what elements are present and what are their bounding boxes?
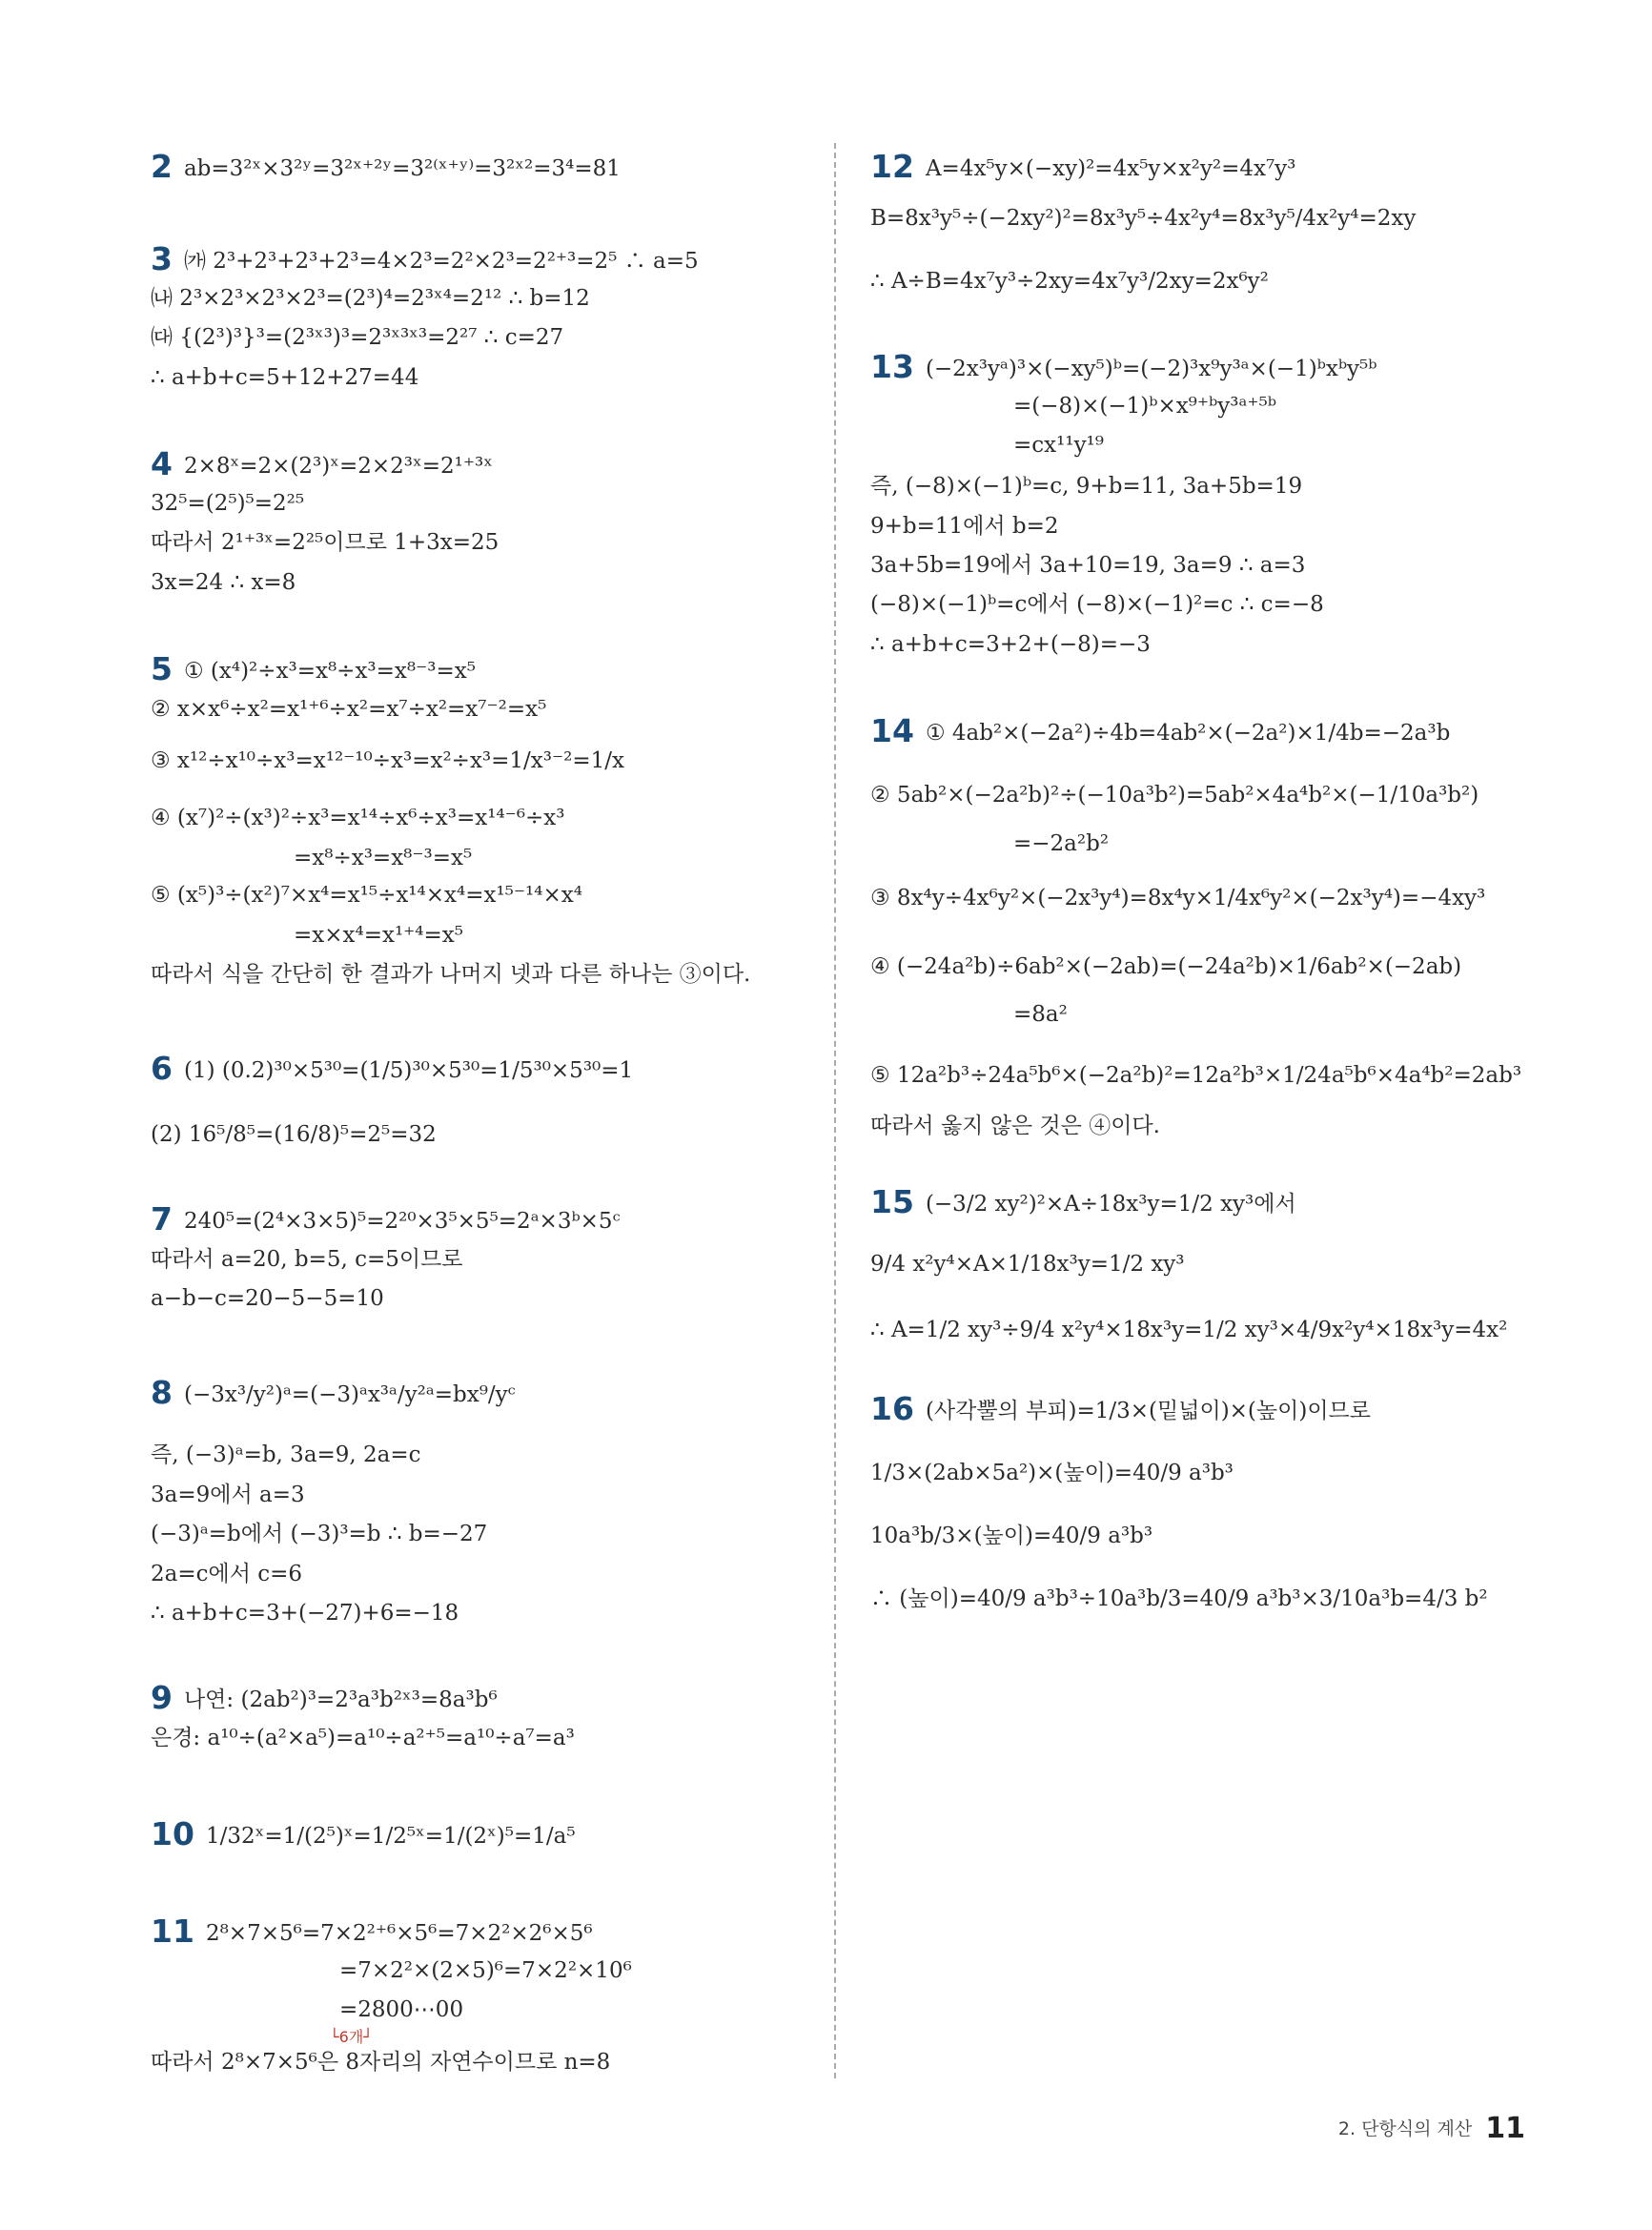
answer-line: 즉, (−8)×(−1)ᵇ=c, 9+b=11, 3a+5b=19: [870, 474, 1303, 499]
answer-line: 8 (−3x³/y²)ᵃ=(−3)ᵃx³ᵃ/y²ᵃ=bx⁹/yᶜ: [151, 1374, 516, 1411]
answer-line: a−b−c=20−5−5=10: [151, 1286, 384, 1311]
chapter-title: 2. 단항식의 계산: [1337, 2118, 1473, 2139]
answer-line: 은경: a¹⁰÷(a²×a⁵)=a¹⁰÷a²⁺⁵=a¹⁰÷a⁷=a³: [151, 1726, 575, 1750]
answer-line: (−3)ᵃ=b에서 (−3)³=b ∴ b=−27: [151, 1522, 488, 1546]
answer-line: 2a=c에서 c=6: [151, 1562, 303, 1586]
answer-line: ∴ A÷B=4x⁷y³÷2xy=4x⁷y³/2xy=2x⁶y²: [870, 269, 1269, 294]
answer-line: (−8)×(−1)ᵇ=c에서 (−8)×(−1)²=c ∴ c=−8: [870, 592, 1324, 617]
answer-line: 13 (−2x³yᵃ)³×(−xy⁵)ᵇ=(−2)³x⁹y³ᵃ×(−1)ᵇxᵇy⁵ᵇ: [870, 348, 1377, 385]
answer-line: 5 ① (x⁴)²÷x³=x⁸÷x³=x⁸⁻³=x⁵: [151, 650, 476, 687]
answer-line: =−2a²b²: [1013, 831, 1110, 856]
answer-line: 9 나연: (2ab²)³=2³a³b²ˣ³=8a³b⁶: [151, 1679, 498, 1716]
answer-line: 15 (−3/2 xy²)²×A÷18x³y=1/2 xy³에서: [870, 1183, 1296, 1220]
digit-count-note: └6개┘: [330, 2028, 373, 2046]
conclusion-line: 따라서 옳지 않은 것은 ④이다.: [870, 1114, 1160, 1138]
answer-line: ⑤ 12a²b³÷24a⁵b⁶×(−2a²b)²=12a²b³×1/24a⁵b⁶×4a⁴b²=2ab³: [870, 1063, 1522, 1088]
answer-line: 7 240⁵=(2⁴×3×5)⁵=2²⁰×3⁵×5⁵=2ᵃ×3ᵇ×5ᶜ: [151, 1200, 621, 1238]
answer-line: ② x×x⁶÷x²=x¹⁺⁶÷x²=x⁷÷x²=x⁷⁻²=x⁵: [151, 697, 547, 722]
answer-line: 12 A=4x⁵y×(−xy)²=4x⁵y×x²y²=4x⁷y³: [870, 148, 1296, 185]
answer-line: ∴ A=1/2 xy³÷9/4 x²y⁴×18x³y=1/2 xy³×4/9x²y⁴×18x³y=4x²: [870, 1318, 1508, 1342]
answer-line: ③ x¹²÷x¹⁰÷x³=x¹²⁻¹⁰÷x³=x²÷x³=1/x³⁻²=1/x: [151, 748, 624, 773]
answer-line: 14 ① 4ab²×(−2a²)÷4b=4ab²×(−2a²)×1/4b=−2a³b: [870, 712, 1451, 749]
answer-line: 16 (사각뿔의 부피)=1/3×(밑넓이)×(높이)이므로: [870, 1390, 1371, 1427]
answer-line: 9+b=11에서 b=2: [870, 514, 1059, 539]
answer-line: 32⁵=(2⁵)⁵=2²⁵: [151, 491, 305, 516]
answer-line: 3 ㈎ 2³+2³+2³+2³=4×2³=2²×2³=2²⁺³=2⁵ ∴ a=5: [151, 240, 699, 277]
answer-line: B=8x³y⁵÷(−2xy²)²=8x³y⁵÷4x²y⁴=8x³y⁵/4x²y⁴=2xy: [870, 206, 1417, 231]
answer-line: =x×x⁴=x¹⁺⁴=x⁵: [294, 923, 463, 948]
answer-line: ∴ (높이)=40/9 a³b³÷10a³b/3=40/9 a³b³×3/10a³b=4/3 b²: [870, 1586, 1488, 1611]
answer-line: 9/4 x²y⁴×A×1/18x³y=1/2 xy³: [870, 1252, 1185, 1277]
answer-line: =8a²: [1013, 1002, 1068, 1027]
answer-line: 1/3×(2ab×5a²)×(높이)=40/9 a³b³: [870, 1461, 1234, 1485]
answer-line: 6 (1) (0.2)³⁰×5³⁰=(1/5)³⁰×5³⁰=1/5³⁰×5³⁰=1: [151, 1050, 634, 1087]
answer-line: ㈏ 2³×2³×2³×2³=(2³)⁴=2³ˣ⁴=2¹² ∴ b=12: [151, 286, 590, 311]
answer-line: ⑤ (x⁵)³÷(x²)⁷×x⁴=x¹⁵÷x¹⁴×x⁴=x¹⁵⁻¹⁴×x⁴: [151, 883, 582, 908]
conclusion-line: 따라서 2⁸×7×5⁶은 8자리의 자연수이므로 n=8: [151, 2050, 611, 2075]
column-divider: [834, 143, 836, 2078]
answer-line: 4 2×8ˣ=2×(2³)ˣ=2×2³ˣ=2¹⁺³ˣ: [151, 445, 493, 482]
answer-line: 즉, (−3)ᵃ=b, 3a=9, 2a=c: [151, 1442, 421, 1467]
answer-line: ② 5ab²×(−2a²b)²÷(−10a³b²)=5ab²×4a⁴b²×(−1/10a³b²): [870, 783, 1479, 808]
answer-line: =7×2²×(2×5)⁶=7×2²×10⁶: [339, 1958, 632, 1983]
answer-line: ㈐ {(2³)³}³=(2³ˣ³)³=2³ˣ³ˣ³=2²⁷ ∴ c=27: [151, 325, 564, 350]
page-footer: [1315, 2112, 1525, 2145]
conclusion-line: 따라서 식을 간단히 한 결과가 나머지 넷과 다른 하나는 ③이다.: [151, 962, 751, 987]
answer-line: ④ (−24a²b)÷6ab²×(−2ab)=(−24a²b)×1/6ab²×(−2ab): [870, 954, 1462, 979]
answer-line: 따라서 a=20, b=5, c=5이므로: [151, 1247, 463, 1272]
answer-line: ∴ a+b+c=3+2+(−8)=−3: [870, 632, 1151, 657]
page-number: 11: [1485, 2112, 1525, 2145]
answer-line: 3a=9에서 a=3: [151, 1483, 305, 1507]
answer-line: 11 2⁸×7×5⁶=7×2²⁺⁶×5⁶=7×2²×2⁶×5⁶: [151, 1913, 593, 1950]
answer-line: ∴ a+b+c=3+(−27)+6=−18: [151, 1601, 459, 1626]
answer-line: (2) 16⁵/8⁵=(16/8)⁵=2⁵=32: [151, 1122, 437, 1147]
answer-line: =(−8)×(−1)ᵇ×x⁹⁺ᵇy³ᵃ⁺⁵ᵇ: [1013, 394, 1276, 419]
answer-line: 3x=24 ∴ x=8: [151, 570, 296, 595]
answer-line: 2 ab=3²ˣ×3²ʸ=3²ˣ⁺²ʸ=3²⁽ˣ⁺ʸ⁾=3²ˣ²=3⁴=81: [151, 148, 621, 185]
answer-line: ③ 8x⁴y÷4x⁶y²×(−2x³y⁴)=8x⁴y×1/4x⁶y²×(−2x³y⁴)=−4xy³: [870, 886, 1486, 910]
answer-line: =cx¹¹y¹⁹: [1013, 433, 1104, 458]
answer-line: 따라서 2¹⁺³ˣ=2²⁵이므로 1+3x=25: [151, 530, 500, 555]
answer-line: 10a³b/3×(높이)=40/9 a³b³: [870, 1524, 1153, 1548]
answer-line: ∴ a+b+c=5+12+27=44: [151, 365, 419, 390]
answer-line: 3a+5b=19에서 3a+10=19, 3a=9 ∴ a=3: [870, 553, 1306, 578]
answer-line: ④ (x⁷)²÷(x³)²÷x³=x¹⁴÷x⁶÷x³=x¹⁴⁻⁶÷x³: [151, 806, 565, 830]
answer-line: =x⁸÷x³=x⁸⁻³=x⁵: [294, 846, 473, 870]
answer-line: 10 1/32ˣ=1/(2⁵)ˣ=1/2⁵ˣ=1/(2ˣ)⁵=1/a⁵: [151, 1815, 576, 1852]
answer-line: =2800⋯00: [339, 1997, 464, 2022]
